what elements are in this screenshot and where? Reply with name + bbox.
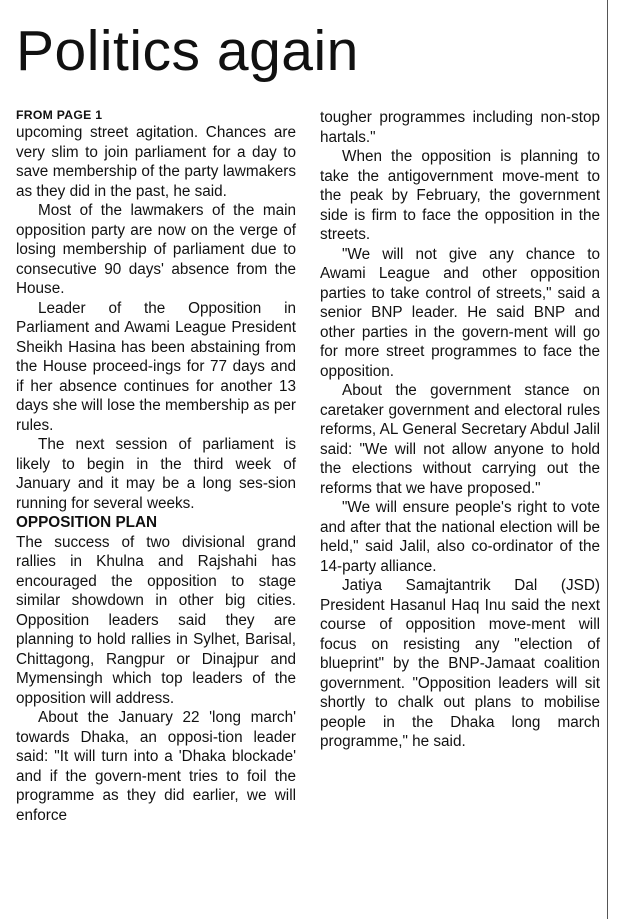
paragraph: Jatiya Samajtantrik Dal (JSD) President Hasanul Haq Inu said the next course of opposition move-ment will focus on resisting any "election of blueprint" by the BNP-Jamaat coalition government. "Opposition leaders will sit shortly to chalk out plans to mobilise people in the Dhaka long march programme," he said. [320,577,600,750]
paragraph: Leader of the Opposition in Parliament and Awami League President Sheikh Hasina has been abstaining from the House proceed-ings for 77 days and if her absence continues for another 13 days she will lose the membership as per rules. [16,299,296,434]
paragraph: About the January 22 'long march' towards Dhaka, an opposi-tion leader said: "It will turn into a 'Dhaka blockade' and if the govern-ment tries to foil the programme as they did earlier, we will enforce [16,709,296,824]
section-subhead: OPPOSITION PLAN [16,514,158,531]
right-column [320,108,600,752]
headline: Politics again [16,19,359,83]
page-edge-rule [607,0,608,919]
paragraph: upcoming street agitation. Chances are very slim to join parliament for a day to save membership of the party lawmakers as they did in the past, he said. [16,124,296,200]
paragraph: When the opposition is planning to take the antigovernment move-ment to the peak by February, the government side is firm to face the opposition in the streets. [320,148,600,243]
paragraph: Most of the lawmakers of the main opposition party are now on the verge of losing membership of parliament due to consecutive 90 days' absence from the House. [16,202,296,297]
paragraph: The success of two divisional grand rallies in Khulna and Rajshahi has encouraged the opposition to stage similar showdown in other big cities. Opposition leaders said they are planning to hold rallies in Sylhet, Barisal, Chittagong, Rangpur or Dinajpur and Mymensingh which top leaders of the opposition will address. [16,533,296,707]
left-column [16,108,296,825]
paragraph: "We will ensure people's right to vote and after that the national election will be held," said Jalil, also co-ordinator of the 14-party alliance. [320,499,600,575]
paragraph: "We will not give any chance to Awami League and other opposition parties to take control of streets," said a senior BNP leader. He said BNP and other parties in the govern-ment will go for more street programmes to face the opposition. [320,245,600,380]
paragraph: About the government stance on caretaker government and electoral rules reforms, AL General Secretary Abdul Jalil said: "We will not allow anyone to hold the elections without carrying out the reforms that we have proposed." [320,382,600,497]
paragraph: The next session of parliament is likely to begin in the third week of January and it may be a long ses-sion running for several weeks. [16,436,296,512]
continuation-kicker: FROM PAGE 1 [16,108,103,122]
paragraph: tougher programmes including non-stop hartals." [320,109,600,146]
